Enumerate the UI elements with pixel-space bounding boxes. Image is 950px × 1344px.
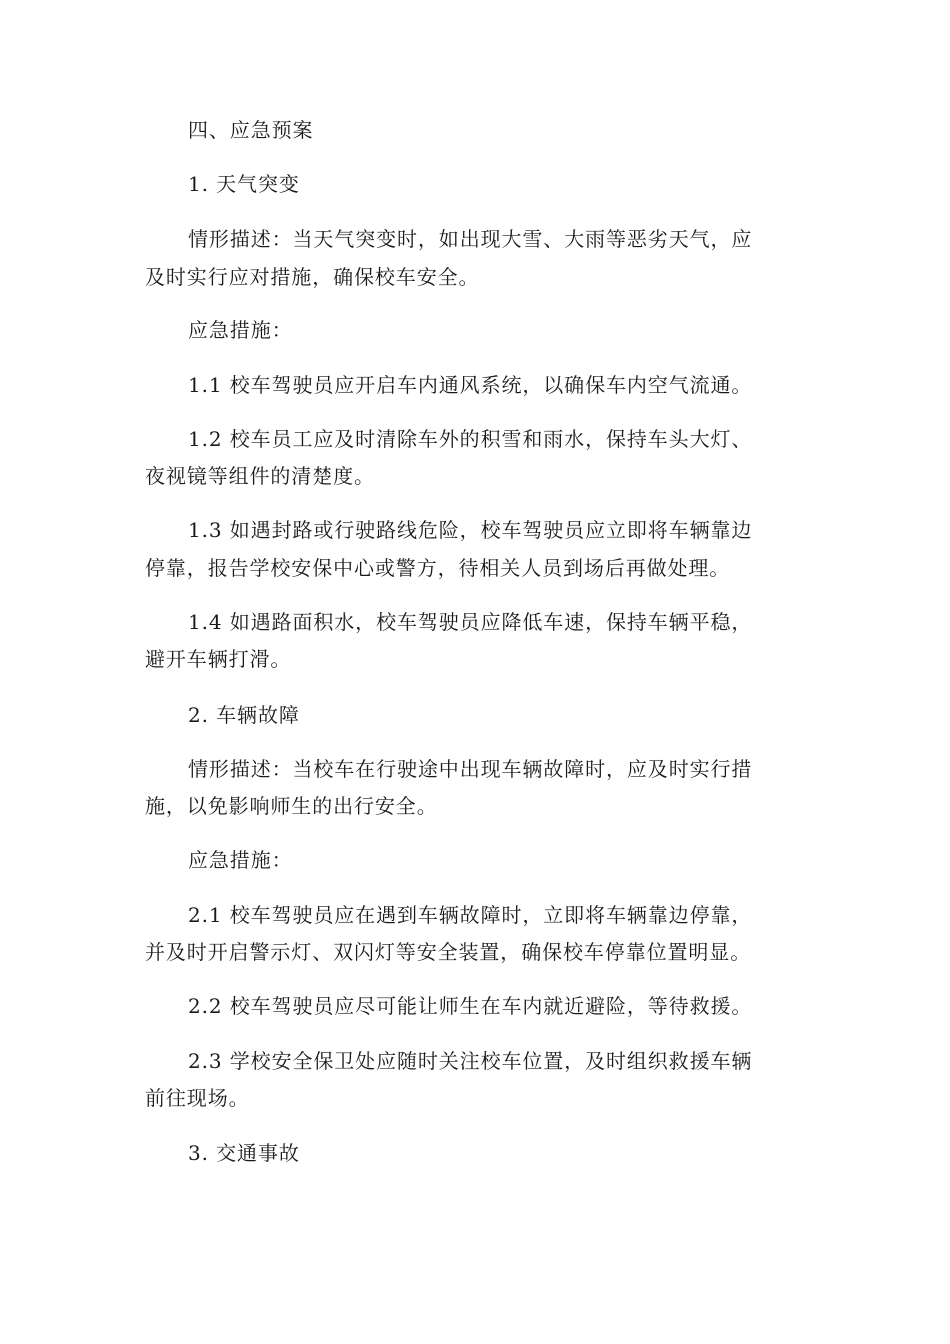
heading-traffic-accident: 3. 交通事故 bbox=[188, 1141, 300, 1165]
failure-measures-label: 应急措施： bbox=[188, 848, 293, 872]
measure-1-1: 1.1 校车驾驶员应开启车内通风系统，以确保车内空气流通。 bbox=[188, 373, 753, 397]
measure-2-1-line2: 并及时开启警示灯、双闪灯等安全装置，确保校车停靠位置明显。 bbox=[145, 940, 752, 964]
measure-1-3-line2: 停靠，报告学校安保中心或警方，待相关人员到场后再做处理。 bbox=[145, 556, 731, 580]
measure-1-4-line2: 避开车辆打滑。 bbox=[145, 647, 292, 671]
measure-1-2-line1: 1.2 校车员工应及时清除车外的积雪和雨水，保持车头大灯、 bbox=[188, 427, 753, 451]
weather-measures-label: 应急措施： bbox=[188, 318, 293, 342]
failure-description-line1: 情形描述：当校车在行驶途中出现车辆故障时，应及时实行措 bbox=[188, 757, 753, 781]
heading-weather: 1. 天气突变 bbox=[188, 172, 300, 196]
section-title: 四、应急预案 bbox=[188, 118, 314, 142]
measure-2-2: 2.2 校车驾驶员应尽可能让师生在车内就近避险，等待救援。 bbox=[188, 994, 753, 1018]
measure-1-2-line2: 夜视镜等组件的清楚度。 bbox=[145, 464, 375, 488]
measure-2-3-line2: 前往现场。 bbox=[145, 1086, 250, 1110]
measure-2-1-line1: 2.1 校车驾驶员应在遇到车辆故障时，立即将车辆靠边停靠， bbox=[188, 903, 753, 927]
heading-vehicle-failure: 2. 车辆故障 bbox=[188, 703, 300, 727]
weather-description-line2: 及时实行应对措施，确保校车安全。 bbox=[145, 265, 480, 289]
measure-1-3-line1: 1.3 如遇封路或行驶路线危险，校车驾驶员应立即将车辆靠边 bbox=[188, 518, 753, 542]
measure-2-3-line1: 2.3 学校安全保卫处应随时关注校车位置，及时组织救援车辆 bbox=[188, 1049, 753, 1073]
weather-description-line1: 情形描述：当天气突变时，如出现大雪、大雨等恶劣天气，应 bbox=[188, 227, 753, 251]
failure-description-line2: 施，以免影响师生的出行安全。 bbox=[145, 794, 438, 818]
measure-1-4-line1: 1.4 如遇路面积水，校车驾驶员应降低车速，保持车辆平稳， bbox=[188, 610, 753, 634]
